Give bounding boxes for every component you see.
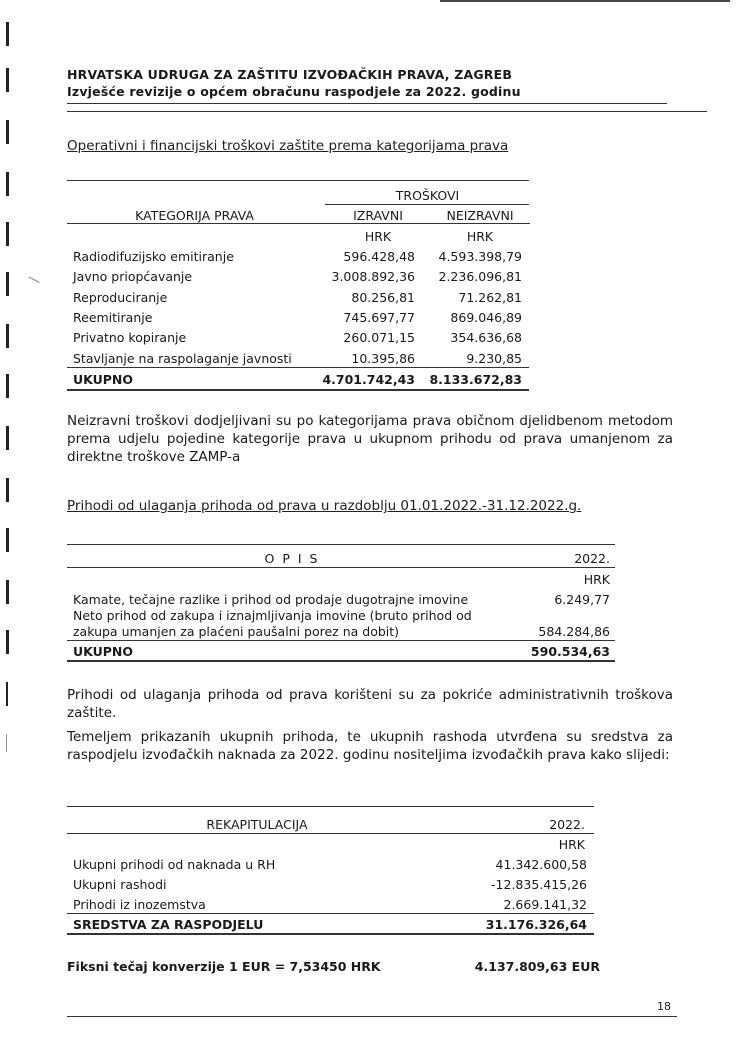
row-label: Prihodi iz inozemstva <box>73 897 206 912</box>
page-number: 18 <box>657 1000 671 1013</box>
conversion-value: 4.137.809,63 EUR <box>474 959 600 974</box>
currency-indirect: HRK <box>466 229 494 244</box>
binding-mark <box>6 734 7 752</box>
total-label: UKUPNO <box>73 644 134 659</box>
costs-section-title: Operativni i financijski troškovi zaštite prema kategorijama prava <box>67 138 509 154</box>
report-title: Izvješće revizije o općem obračunu raspodjele za 2022. godinu <box>67 84 521 99</box>
row-direct: 80.256,81 <box>351 290 415 305</box>
binding-mark <box>6 272 9 296</box>
row-label: Ukupni rashodi <box>73 877 167 892</box>
row-indirect: 354.636,68 <box>450 330 522 345</box>
column-header-description: O P I S <box>264 551 320 566</box>
costs-group-header: TROŠKOVI <box>395 188 460 203</box>
table-rule <box>67 223 530 224</box>
table-rule <box>67 389 529 391</box>
binding-mark <box>6 630 9 654</box>
table-rule <box>67 806 594 807</box>
binding-mark <box>6 426 9 450</box>
table-rule <box>67 567 615 568</box>
row-description: Neto prihod od zakupa i iznajmljivanja imovine (bruto prihod od <box>73 608 472 623</box>
column-header-year: 2022. <box>549 817 585 832</box>
table-rule <box>67 544 615 545</box>
income-note-1: Prihodi od ulaganja prihoda od prava korišteni su za pokriće administrativnih troškova zaštite. <box>67 687 673 721</box>
column-header-direct: IZRAVNI <box>353 208 403 223</box>
table-rule <box>67 180 529 181</box>
row-description: zakupa umanjen za plaćeni paušalni porez na dobit) <box>73 624 400 639</box>
top-rule <box>440 0 730 2</box>
total-label: SREDSTVA ZA RASPODJELU <box>73 917 264 932</box>
currency-year: HRK <box>558 837 585 852</box>
row-category: Reproduciranje <box>73 290 168 305</box>
row-indirect: 71.262,81 <box>458 290 522 305</box>
binding-mark <box>6 222 9 246</box>
currency-year: HRK <box>583 572 610 587</box>
income-section-title: Prihodi od ulaganja prihoda od prava u razdoblju 01.01.2022.-31.12.2022.g. <box>67 498 582 514</box>
total-indirect: 8.133.672,83 <box>429 372 522 387</box>
column-header-category: KATEGORIJA PRAVA <box>135 208 254 223</box>
binding-mark <box>6 478 9 502</box>
row-indirect: 4.593.398,79 <box>438 249 522 264</box>
row-label: Ukupni prihodi od naknada u RH <box>73 857 276 872</box>
table-rule <box>67 913 594 914</box>
table-rule <box>325 204 529 205</box>
row-direct: 596.428,48 <box>343 249 415 264</box>
row-indirect: 2.236.096,81 <box>438 269 522 284</box>
binding-mark <box>6 682 8 706</box>
row-value: 584.284,86 <box>538 624 610 639</box>
header-rule <box>67 103 667 104</box>
binding-mark <box>6 22 9 46</box>
binding-mark <box>6 324 9 348</box>
binding-mark <box>6 120 9 144</box>
row-category: Privatno kopiranje <box>73 330 187 345</box>
row-category: Stavljanje na raspolaganje javnosti <box>73 351 292 366</box>
row-category: Reemitiranje <box>73 310 153 325</box>
header-rule <box>67 111 707 112</box>
total-label: UKUPNO <box>73 372 134 387</box>
table-rule <box>67 640 615 641</box>
row-description: Kamate, tečajne razlike i prihod od prodaje dugotrajne imovine <box>73 592 469 607</box>
total-value: 31.176.326,64 <box>485 917 587 932</box>
row-direct: 10.395,86 <box>351 351 415 366</box>
row-direct: 745.697,77 <box>343 310 415 325</box>
row-value: -12.835.415,26 <box>491 877 587 892</box>
binding-mark <box>6 374 9 398</box>
row-value: 6.249,77 <box>554 592 610 607</box>
binding-mark <box>6 580 9 604</box>
row-value: 41.342.600,58 <box>495 857 587 872</box>
total-direct: 4.701.742,43 <box>322 372 415 387</box>
total-value: 590.534,63 <box>530 644 610 659</box>
binding-mark <box>6 68 9 92</box>
binding-mark <box>6 172 9 196</box>
table-rule <box>67 367 529 368</box>
costs-note: Neizravni troškovi dodjeljivani su po kategorijama prava običnom djelidbenom metodom prema udjelu pojedine kategorije prava u ukupnom prihodu od prava umanjenom za direktne troškove ZAMP-a <box>67 413 673 465</box>
row-category: Radiodifuzijsko emitiranje <box>73 249 234 264</box>
footer-rule <box>67 1016 677 1017</box>
column-header-year: 2022. <box>574 551 610 566</box>
binding-mark <box>6 528 9 552</box>
row-direct: 3.008.892,36 <box>331 269 415 284</box>
conversion-label: Fiksni tečaj konverzije 1 EUR = 7,53450 HRK <box>67 959 381 974</box>
column-header-indirect: NEIZRAVNI <box>446 208 514 223</box>
scan-mark: \ <box>27 272 42 288</box>
table-rule <box>67 933 594 935</box>
row-category: Javno priopćavanje <box>73 269 193 284</box>
organization-title: HRVATSKA UDRUGA ZA ZAŠTITU IZVOĐAČKIH PRAVA, ZAGREB <box>67 67 513 82</box>
row-indirect: 9.230,85 <box>466 351 522 366</box>
row-indirect: 869.046,89 <box>450 310 522 325</box>
table-rule <box>67 660 615 662</box>
table-rule <box>67 833 594 834</box>
column-header-recap: REKAPITULACIJA <box>206 817 308 832</box>
row-direct: 260.071,15 <box>343 330 415 345</box>
row-value: 2.669.141,32 <box>503 897 587 912</box>
currency-direct: HRK <box>364 229 392 244</box>
income-note-2: Temeljem prikazanih ukupnih prihoda, te ukupnih rashoda utvrđena su sredstva za raspodjelu izvođačkih naknada za 2022. godinu nositeljima izvođačkih prava kako slijedi: <box>67 729 673 763</box>
